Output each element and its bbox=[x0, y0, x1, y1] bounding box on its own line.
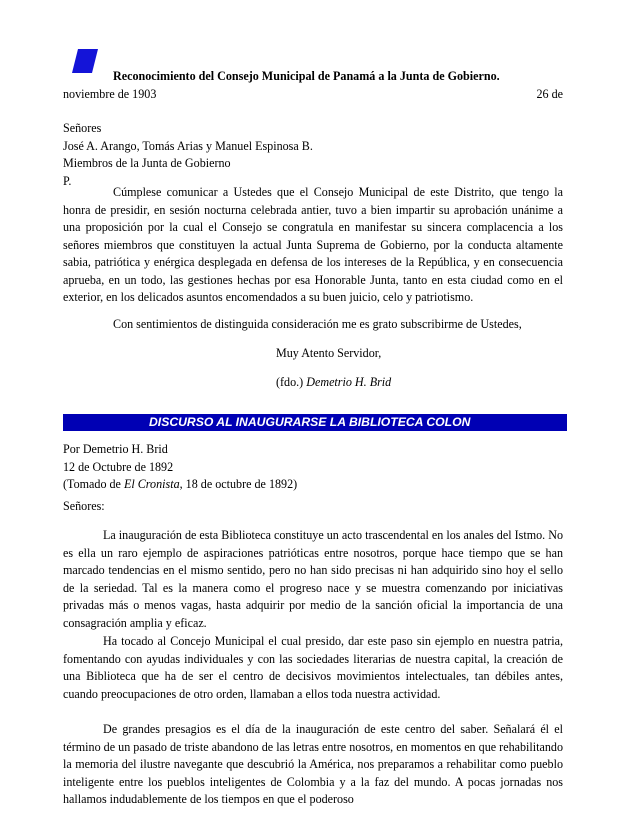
speech-source-publication: El Cronista bbox=[123, 477, 180, 492]
letter-body bbox=[63, 184, 563, 307]
letter-date-end: noviembre de 1903 bbox=[63, 86, 157, 101]
speech-paragraph-2-text: Ha tocado al Concejo Municipal el cual presido, dar este paso sin ejemplo en nuestra patria, fomentando con ayudas individuales y con las sociedades literarias de nuestra capital, la creación de una Biblioteca que ha de ser el centro de decisivos movimientos intelectuales, tan débiles antes, cuando preocupaciones de otro orden, llamaban a ellos toda nuestra actividad. bbox=[63, 634, 563, 701]
letter-recipients: José A. Arango, Tomás Arias y Manuel Espinosa B. bbox=[63, 138, 313, 153]
speech-paragraph-1-text: La inauguración de esta Biblioteca constituye un acto trascendental en los anales del Istmo. No es ella un raro ejemplo de aspiraciones patrióticas entre nosotros, porque hace tiempo que se han marcado tendencias en el mismo sentido, pero no han sido precisas ni han adquirido sino hoy el sello de la seriedad. Tal es la manera como el progreso nace y se muestra comenzando por iniciativas privadas más o menos vagas, hasta adquirir por medio de la sanción oficial la importancia de una consagración amplia y eficaz. bbox=[63, 528, 563, 630]
letter-place: P. bbox=[63, 173, 72, 188]
letter-farewell: Muy Atento Servidor, bbox=[276, 346, 382, 360]
speech-meta bbox=[63, 441, 563, 494]
speech-source-suffix: , 18 de octubre de 1892) bbox=[179, 477, 298, 492]
letter-body-text: Cúmplese comunicar a Ustedes que el Consejo Municipal de este Distrito, que tengo la honra de presidir, en sesión nocturna celebrada antier, tuvo a bien impartir su aprobación unánime a una proposición por la cual el Consejo se congratula en manifestar su sincera complacencia a los señores miembros que constituyen la actual Junta Suprema de Gobierno, por la conducta altamente sabia, patriótica y enérgica desplegada en defensa de los intereses de la República, y en consecuencia aprueba, en un todo, las gestiones hechas por esa Honorable Junta, tanto en esta ciudad como en el exterior, en los delicados asuntos encomendados a su buen juicio, celo y patriotismo. bbox=[63, 185, 563, 304]
letter-recipients-role: Miembros de la Junta de Gobierno bbox=[63, 156, 231, 171]
section-banner bbox=[63, 414, 567, 431]
letter-title: Reconocimiento del Consejo Municipal de Panamá a la Junta de Gobierno. bbox=[113, 69, 500, 83]
speech-paragraph-3 bbox=[63, 721, 563, 809]
letter-salutation: Señores bbox=[63, 121, 102, 135]
letter-heading bbox=[63, 68, 563, 103]
letter-signature bbox=[276, 374, 391, 392]
signature-name: Demetrio H. Brid bbox=[306, 375, 392, 389]
banner-title: DISCURSO AL INAUGURARSE LA BIBLIOTECA COLON bbox=[149, 415, 471, 429]
speech-source bbox=[63, 476, 563, 494]
speech-date: 12 de Octubre de 1892 bbox=[63, 459, 174, 474]
letter-address bbox=[63, 120, 563, 190]
speech-paragraph-3-text: De grandes presagios es el día de la inauguración de este centro del saber. Señalará él el término de un pasado de triste abandono de las letras entre nosotros, en momentos en que rehabilitando la memoria del ilustre navegante que descubrió la América, nos preparamos a rehabilitar como pueblo inteligente entre los pueblos inteligentes de Colombia y a la faz del mundo. A pocas jornadas nos hallamos indudablemente de los tiempos en que el poderoso bbox=[63, 722, 563, 807]
speech-author: Por Demetrio H. Brid bbox=[63, 442, 168, 456]
letter-date-start: 26 de bbox=[536, 86, 563, 101]
signature-prefix: (fdo.) bbox=[276, 375, 304, 389]
speech-paragraph-1 bbox=[63, 527, 563, 633]
letter-closing bbox=[63, 316, 563, 334]
speech-paragraph-2 bbox=[63, 633, 563, 703]
speech-salutation: Señores: bbox=[63, 499, 105, 513]
letter-closing-text: Con sentimientos de distinguida consideración me es grato subscribirme de Ustedes, bbox=[113, 317, 522, 331]
speech-source-prefix: (Tomado de bbox=[63, 477, 124, 492]
